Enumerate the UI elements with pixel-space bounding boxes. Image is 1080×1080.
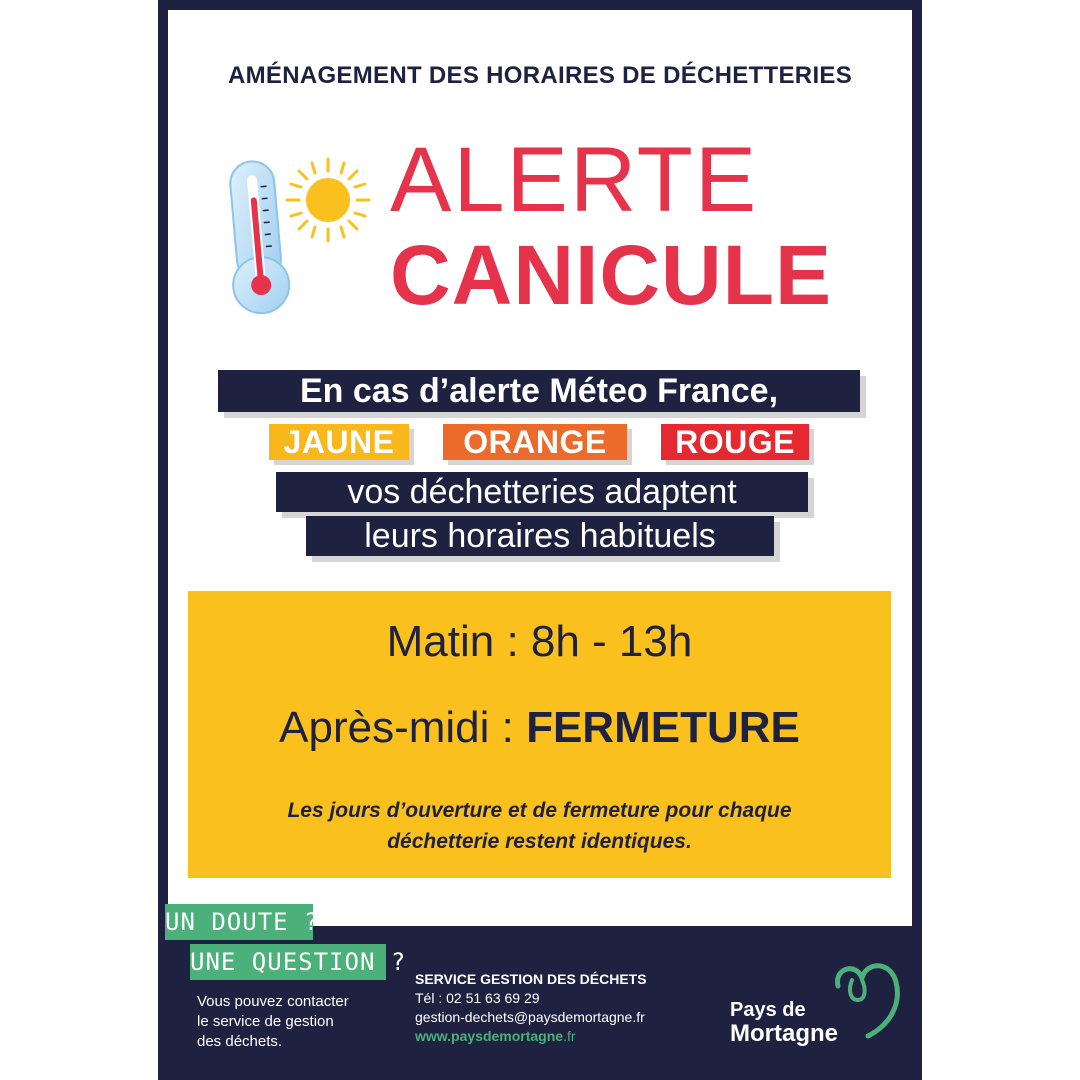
level-badge-orange: ORANGE <box>443 424 627 460</box>
note-line1: Les jours d’ouverture et de fermeture pour chaque <box>287 799 792 822</box>
alert-title-line2: CANICULE <box>390 228 832 322</box>
note-line2: déchetterie restent identiques. <box>387 830 692 853</box>
contact-line3: des déchets. <box>197 1033 283 1050</box>
level-badge-jaune: JAUNE <box>269 424 409 460</box>
service-title: SERVICE GESTION DES DÉCHETS <box>415 971 647 987</box>
info-line-adapt: vos déchetteries adaptent <box>276 472 808 512</box>
alert-title-line1: ALERTE <box>390 129 759 231</box>
level-badge-rouge: ROUGE <box>661 424 809 460</box>
contact-line2: le service de gestion <box>197 1013 334 1030</box>
info-line-alert: En cas d’alerte Méteo France, <box>218 370 860 412</box>
service-phone[interactable]: Tél : 02 51 63 69 29 <box>415 990 540 1006</box>
service-contact <box>415 970 647 1046</box>
schedule-panel <box>188 591 891 878</box>
schedule-morning: Matin : 8h - 13h <box>386 617 693 666</box>
logo-line1: Pays de <box>730 999 806 1021</box>
contact-line1: Vous pouvez contacter <box>197 993 349 1010</box>
logo-text <box>730 1000 838 1046</box>
logo-line2: Mortagne <box>730 1020 838 1047</box>
sun-icon <box>283 155 373 245</box>
website-domain: www.paysdemortagne <box>415 1028 564 1044</box>
info-line-hours: leurs horaires habituels <box>306 516 774 556</box>
page-title: AMÉNAGEMENT DES HORAIRES DE DÉCHETTERIES <box>227 62 853 89</box>
badge-question: UNE QUESTION ? <box>190 944 386 980</box>
afternoon-value: FERMETURE <box>526 703 800 752</box>
schedule-note <box>208 795 871 857</box>
badge-doubt: UN DOUTE ? <box>165 904 313 940</box>
service-website[interactable] <box>415 1027 647 1046</box>
afternoon-label: Après-midi : <box>279 703 527 752</box>
service-email[interactable]: gestion-dechets@paysdemortagne.fr <box>415 1009 645 1025</box>
contact-text <box>197 992 397 1052</box>
website-tld: .fr <box>563 1028 576 1044</box>
schedule-afternoon <box>188 703 891 753</box>
